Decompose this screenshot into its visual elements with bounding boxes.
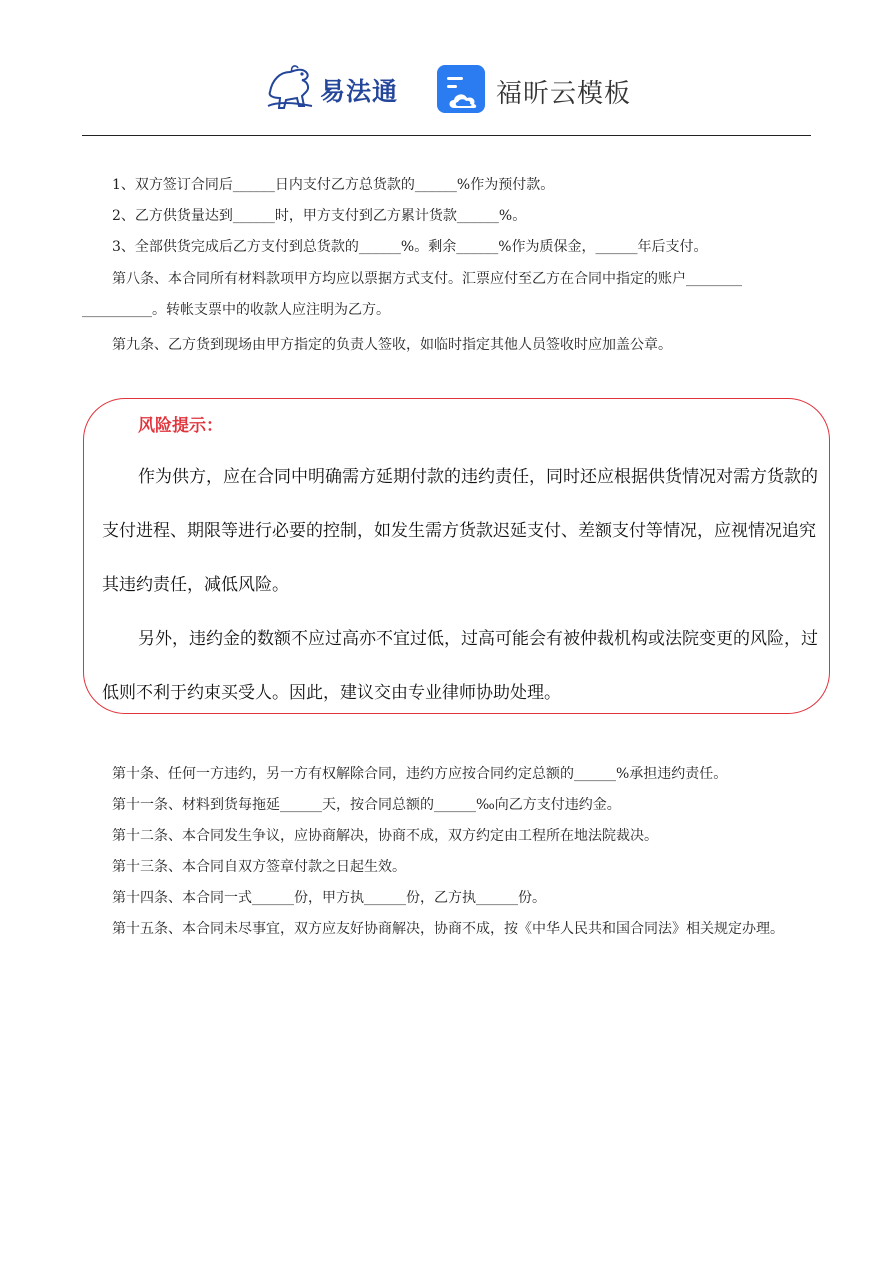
risk-notice-paragraph: 另外，违约金的数额不应过高亦不宜过低，过高可能会有被仲裁机构或法院变更的风险，过低则不利于约束买受人。因此，建议交由专业律师协助处理。 xyxy=(102,629,818,703)
risk-notice-title: 风险提示： xyxy=(138,416,223,436)
clause-article-12: 第十二条、本合同发生争议，应协商解决，协商不成，双方约定由工程所在地法院裁决。 xyxy=(112,828,658,844)
risk-notice-box xyxy=(83,398,830,714)
foxit-wordmark: 福昕云模板 xyxy=(496,79,632,109)
clause-article-10: 第十条、任何一方违约，另一方有权解除合同，违约方应按合同约定总额的______%承担违约责任。 xyxy=(112,766,728,782)
risk-notice-paragraph: 作为供方，应在合同中明确需方延期付款的违约责任，同时还应根据供货情况对需方货款的支付进程、期限等进行必要的控制，如发生需方货款迟延支付、差额支付等情况，应视情况追究其违约责任，减低风险。 xyxy=(102,467,818,595)
yifatong-logo xyxy=(262,62,412,114)
clause-article-9: 第九条、乙方货到现场由甲方指定的负责人签收，如临时指定其他人员签收时应加盖公章。 xyxy=(112,337,672,353)
clause-payment-final: 3、全部供货完成后乙方支付到总货款的______%。剩余______%作为质保金，______年后支付。 xyxy=(112,239,708,255)
clause-payment-progress: 2、乙方供货量达到______时，甲方支付到乙方累计货款______%。 xyxy=(112,208,527,224)
clause-article-15: 第十五条、本合同未尽事宜，双方应友好协商解决，协商不成，按《中华人民共和国合同法》相关规定办理。 xyxy=(112,921,784,937)
qilin-icon xyxy=(262,62,320,114)
clause-article-11: 第十一条、材料到货每拖延______天，按合同总额的______‰向乙方支付违约金。 xyxy=(112,797,621,813)
clause-payment-advance: 1、双方签订合同后______日内支付乙方总货款的______%作为预付款。 xyxy=(112,177,555,193)
cloud-doc-icon xyxy=(436,64,488,116)
page-header xyxy=(0,58,893,122)
clause-article-8: 第八条、本合同所有材料款项甲方均应以票据方式支付。汇票应付至乙方在合同中指定的账户________ __________。转帐支票中的收款人应注明为乙方。 xyxy=(82,271,742,318)
yifatong-wordmark: 易法通 xyxy=(320,77,399,106)
clause-article-14: 第十四条、本合同一式______份，甲方执______份，乙方执______份。 xyxy=(112,890,546,906)
clause-article-13: 第十三条、本合同自双方签章付款之日起生效。 xyxy=(112,859,406,875)
header-divider xyxy=(82,135,811,136)
